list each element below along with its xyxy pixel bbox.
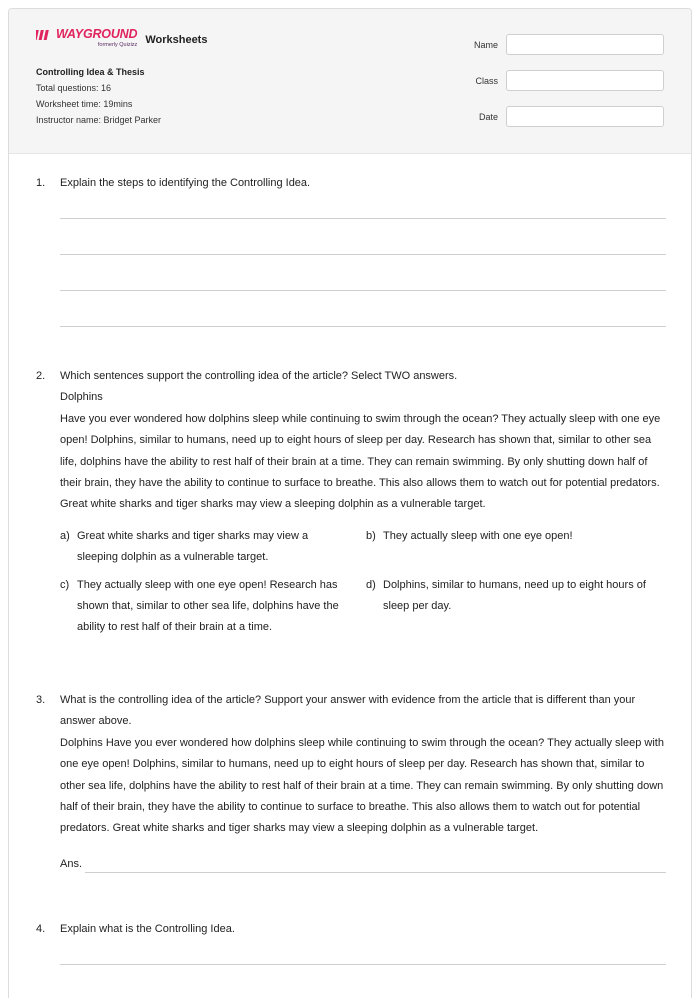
- student-fields: [474, 34, 664, 142]
- worksheet-title: Controlling Idea & Thesis: [36, 67, 145, 77]
- option-c[interactable]: [60, 575, 350, 639]
- option-text: Dolphins, similar to humans, need up to eight hours of sleep per day.: [383, 578, 646, 613]
- question-1: [36, 173, 666, 327]
- total-questions: Total questions: 16: [36, 83, 112, 93]
- option-b[interactable]: [366, 526, 656, 569]
- answer-line[interactable]: [60, 290, 666, 291]
- name-label: Name: [473, 39, 498, 50]
- class-label: Class: [475, 75, 498, 86]
- question-number: 4.: [36, 923, 46, 935]
- option-letter: c): [60, 578, 70, 591]
- logo-wordmark: WAYGROUND: [56, 27, 138, 41]
- passage-title: Dolphins: [60, 391, 103, 404]
- date-label: Date: [478, 111, 498, 122]
- name-input[interactable]: [506, 34, 664, 55]
- answer-line[interactable]: [60, 218, 666, 219]
- question-text: Explain the steps to identifying the Controlling Idea.: [60, 177, 311, 189]
- option-letter: d): [366, 578, 376, 591]
- wayground-logo-icon: [36, 29, 53, 41]
- question-2: [36, 366, 666, 645]
- option-letter: b): [366, 529, 376, 542]
- option-letter: a): [60, 529, 70, 542]
- question-number: 1.: [36, 177, 46, 189]
- class-field-row: [474, 70, 664, 91]
- answer-line[interactable]: [60, 254, 666, 255]
- option-text: Great white sharks and tiger sharks may view a sleeping dolphin as a vulnerable target.: [77, 529, 309, 564]
- date-input[interactable]: [506, 106, 664, 127]
- option-a[interactable]: [60, 526, 350, 569]
- worksheet-page: [8, 8, 692, 998]
- question-text: Explain what is the Controlling Idea.: [60, 923, 235, 935]
- logo-subtitle: formerly Quizizz: [97, 42, 138, 48]
- brand: [36, 28, 207, 48]
- question-4: [36, 919, 666, 965]
- answer-line[interactable]: [60, 326, 666, 327]
- wayground-logo: [36, 28, 137, 48]
- class-input[interactable]: [506, 70, 664, 91]
- name-field-row: [474, 34, 664, 55]
- question-text: What is the controlling idea of the article? Support your answer with evidence from the article that is different than your answer above.: [60, 694, 636, 728]
- question-number: 3.: [36, 694, 46, 706]
- date-field-row: [474, 106, 664, 127]
- answer-line[interactable]: [60, 964, 666, 965]
- passage-text: Dolphins Have you ever wondered how dolphins sleep while continuing to swim through the ocean? They actually sleep with one eye open! Dolphins, similar to humans, need up to eight hours of sleep per day. Research has shown that, similar to other sea life, dolphins have the ability to rest half of their brain at a time. They can remain swimming. By only shutting down half of their brain, they have the ability to continue to surface to breathe. This also allows them to watch out for potential predators. Great white sharks and tiger sharks may view a sleeping dolphin as a vulnerable target.: [60, 736, 664, 835]
- answer-options: [60, 526, 666, 639]
- answer-line[interactable]: [85, 872, 666, 873]
- answer-row: [60, 854, 666, 875]
- worksheet-meta: [36, 67, 161, 131]
- question-number: 2.: [36, 370, 46, 382]
- instructor-name: Instructor name: Bridget Parker: [36, 115, 162, 125]
- option-text: They actually sleep with one eye open! Research has shown that, similar to other sea life, dolphins have the ability to rest half of their brain at a time.: [77, 578, 339, 634]
- app-title: Worksheets: [145, 34, 208, 46]
- answer-label: Ans.: [60, 857, 83, 870]
- option-d[interactable]: [366, 575, 656, 639]
- passage-text: Have you ever wondered how dolphins sleep while continuing to swim through the ocean? They actually sleep with one eye open! Dolphins, similar to humans, need up to eight hours of sleep per day. Research has shown that, similar to other sea life, dolphins have the ability to rest half of their brain at a time. They can remain swimming. By only shutting down half of their brain, they have the ability to continue to surface to breathe. This also allows them to watch out for potential predators. Great white sharks and tiger sharks may view a sleeping dolphin as a vulnerable target.: [60, 412, 661, 511]
- option-text: They actually sleep with one eye open!: [383, 529, 573, 542]
- worksheet-header: [9, 9, 691, 154]
- question-3: [36, 690, 666, 875]
- question-text: Which sentences support the controlling idea of the article? Select TWO answers.: [60, 370, 458, 382]
- worksheet-time: Worksheet time: 19mins: [36, 99, 133, 109]
